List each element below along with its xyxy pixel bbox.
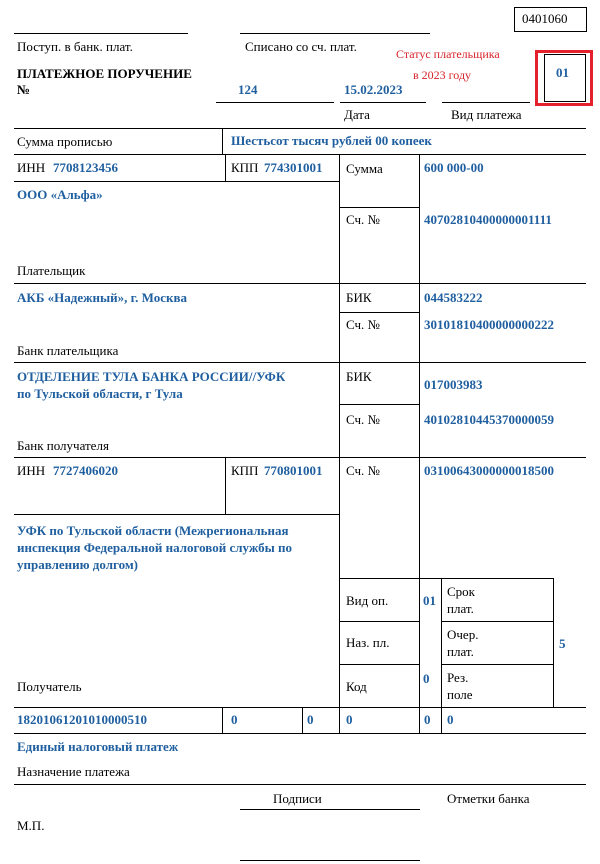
payee-name-line3: управлению долгом) [17,557,139,572]
debited-line [240,33,430,34]
payee-label: Получатель [17,679,82,694]
operation-line-2b [441,621,553,622]
payer-status: 01 [556,65,569,80]
received-line [14,33,188,34]
code-label: Код [346,679,367,694]
payee-account: 03100643000000018500 [424,463,554,478]
payee-bank-account-label: Сч. № [346,412,380,427]
payer-bank-name: АКБ «Надежный», г. Москва [17,290,187,305]
date-label: Дата [344,107,370,122]
operation-line-2 [339,621,420,622]
form-code: 0401060 [522,11,568,26]
document-date: 15.02.2023 [344,82,403,97]
row-line-payee [14,457,586,458]
payer-kpp-divider [225,154,226,181]
payee-bank-bik: 017003983 [424,377,483,392]
code-value: 0 [423,671,430,686]
doc-date-value: 0 [447,712,454,727]
payee-kpp: 770801001 [264,463,323,478]
period-value: 0 [346,712,353,727]
number-line [216,102,334,103]
amount-divider [222,128,223,154]
payer-bank-account: 30101810400000000222 [424,317,554,332]
signature-line-1 [240,809,420,810]
tax-divider-3 [339,707,340,733]
payee-bank-bik-label: БИК [346,369,372,384]
payer-inn: 7708123456 [53,160,118,175]
tax-divider-1 [222,707,223,733]
term-label-2: плат. [447,601,474,616]
payer-account-label: Сч. № [346,212,380,227]
payer-bik-bottom [339,312,420,313]
payer-sum-label: Сумма [346,161,383,176]
payer-kpp: 774301001 [264,160,323,175]
tax-row-bottom [14,733,586,734]
document-number: 124 [238,82,258,97]
operation-line-3b [441,664,553,665]
oktmo-value: 0 [231,712,238,727]
payee-bank-name-line2: по Тульской области, г Тула [17,386,183,401]
payee-bank-label: Банк получателя [17,438,109,453]
debited-label: Списано со сч. плат. [245,39,357,54]
row-line-inn [14,154,586,155]
payer-label: Плательщик [17,263,86,278]
payment-type-line [442,102,530,103]
payer-inn-label: ИНН [17,160,46,175]
op-type: 01 [423,593,436,608]
payer-bank-account-label: Сч. № [346,317,380,332]
bank-marks-label: Отметки банка [447,791,530,806]
amount-top-line [14,128,586,129]
received-label: Поступ. в банк. плат. [17,39,133,54]
payee-inn-label: ИНН [17,463,46,478]
tax-divider-4 [419,707,420,733]
payer-kpp-label: КПП [231,160,259,175]
payer-sum: 600 000-00 [424,160,484,175]
status-note-line1: Статус плательщика [396,47,500,61]
payer-bank-bik-label: БИК [346,290,372,305]
form-title: ПЛАТЕЖНОЕ ПОРУЧЕНИЕ [17,66,192,81]
signature-line-2 [240,860,420,861]
payee-kpp-bottom [14,514,340,515]
stamp-label: М.П. [17,818,45,833]
payer-name: ООО «Альфа» [17,187,103,202]
status-note-line2: в 2023 году [413,68,472,82]
payee-name-line1: УФК по Тульской области (Межрегиональная [17,523,289,538]
kbk-value: 18201061201010000510 [17,712,147,727]
main-col-left [339,154,340,707]
amount-words-label: Сумма прописью [17,134,113,149]
purpose-label: Назначение платежа [17,764,130,779]
payer-bank-label: Банк плательщика [17,343,119,358]
payee-kpp-divider [225,457,226,514]
row-line-inn-bottom [14,181,340,182]
operation-right-divider [553,578,554,707]
op-type-label: Вид оп. [346,593,389,608]
doc-number-value: 0 [424,712,431,727]
tax-divider-5 [441,707,442,733]
payer-account: 40702810400000001111 [424,212,552,227]
payee-name-line2: инспекция Федеральной налоговой службы по [17,540,292,555]
date-line [340,102,426,103]
main-col-right [419,154,420,707]
payee-bank-account: 40102810445370000059 [424,412,554,427]
row-line-payee-bank [14,362,586,363]
purpose-code-label: Наз. пл. [346,635,390,650]
basis-value: 0 [307,712,314,727]
operation-mid-divider [441,578,442,707]
payee-inn: 7727406020 [53,463,118,478]
payee-bik-bottom [339,404,420,405]
purpose-text: Единый налоговый платеж [17,739,179,754]
sum-bottom-line [339,207,420,208]
payee-kpp-label: КПП [231,463,259,478]
tax-row-top [14,707,586,708]
operation-top-line [339,578,553,579]
row-line-payer-bank [14,283,586,284]
payee-account-label: Сч. № [346,463,380,478]
reserve-label-2: поле [447,687,473,702]
order-value: 5 [559,636,566,651]
purpose-bottom-line [14,784,586,785]
signatures-label: Подписи [273,791,322,806]
payment-type-label: Вид платежа [451,107,522,122]
order-label-2: плат. [447,644,474,659]
payee-bank-name-line1: ОТДЕЛЕНИЕ ТУЛА БАНКА РОССИИ//УФК [17,369,286,384]
amount-words-value: Шестьсот тысяч рублей 00 копеек [231,133,432,148]
reserve-label-1: Рез. [447,670,469,685]
order-label-1: Очер. [447,627,479,642]
term-label-1: Срок [447,584,475,599]
tax-divider-2 [302,707,303,733]
payer-bank-bik: 044583222 [424,290,483,305]
operation-line-3 [339,664,420,665]
number-sign: № [17,82,31,97]
